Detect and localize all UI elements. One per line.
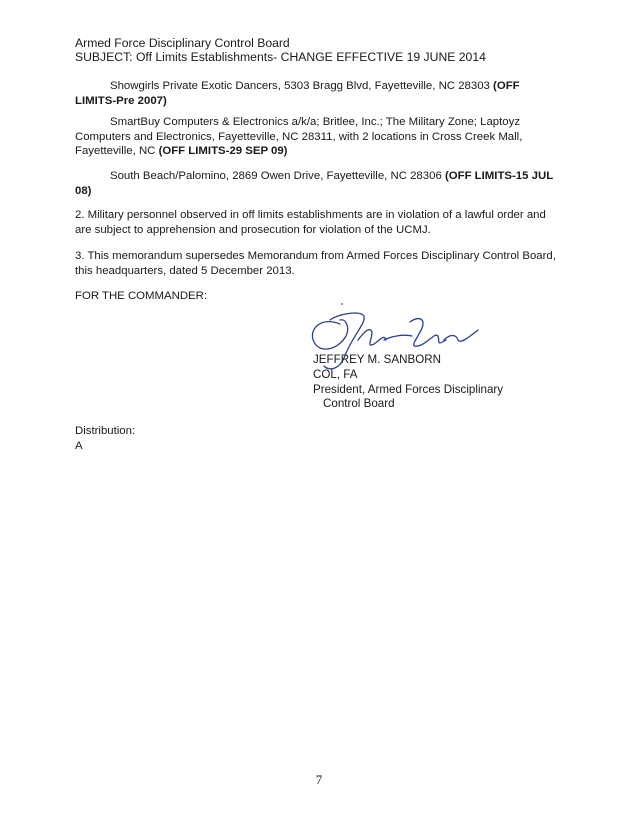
establishment-item [75,115,563,159]
establishment-text: Showgirls Private Exotic Dancers, 5303 Bragg Blvd, Fayetteville, NC 28303 [110,80,494,92]
establishment-text: SmartBuy Computers & Electronics a/k/a; Britlee, Inc.; The Military Zone; Laptoyz Computers and Electronics, Fayetteville, NC 28311, with 2 locations in Cross Creek Mall, Fayetteville, NC [75,116,523,157]
signer-rank: COL, FA [313,368,358,381]
distribution-value: A [75,440,83,452]
signer-title-continued: Control Board [323,397,395,410]
establishment-text: South Beach/Palomino, 2869 Owen Drive, Fayetteville, NC 28306 [110,170,445,182]
closing-line: FOR THE COMMANDER: [75,290,208,302]
page-number: 7 [315,772,323,787]
header-subject: SUBJECT: Off Limits Establishments- CHANGE EFFECTIVE 19 JUNE 2014 [75,50,486,64]
establishment-status: (OFF LIMITS-Pre 2007) [75,80,520,107]
header-organization: Armed Force Disciplinary Control Board [75,36,290,50]
paragraph-supersedes: 3. This memorandum supersedes Memorandum from Armed Forces Disciplinary Control Board, this headquarters, dated 5 December 2013. [75,250,556,277]
signer-name: JEFFREY M. SANBORN [313,353,441,366]
establishment-item [75,169,563,198]
distribution-label: Distribution: [75,425,136,437]
establishment-status: (OFF LIMITS-29 SEP 09) [158,145,288,157]
establishment-item [75,79,563,108]
signer-title: President, Armed Forces Disciplinary [313,383,504,396]
paragraph-violation: 2. Military personnel observed in off limits establishments are in violation of a lawful order and are subject to apprehension and prosecution for violation of the UCMJ. [75,209,546,236]
establishment-status: (OFF LIMITS-15 JUL 08) [75,170,553,197]
